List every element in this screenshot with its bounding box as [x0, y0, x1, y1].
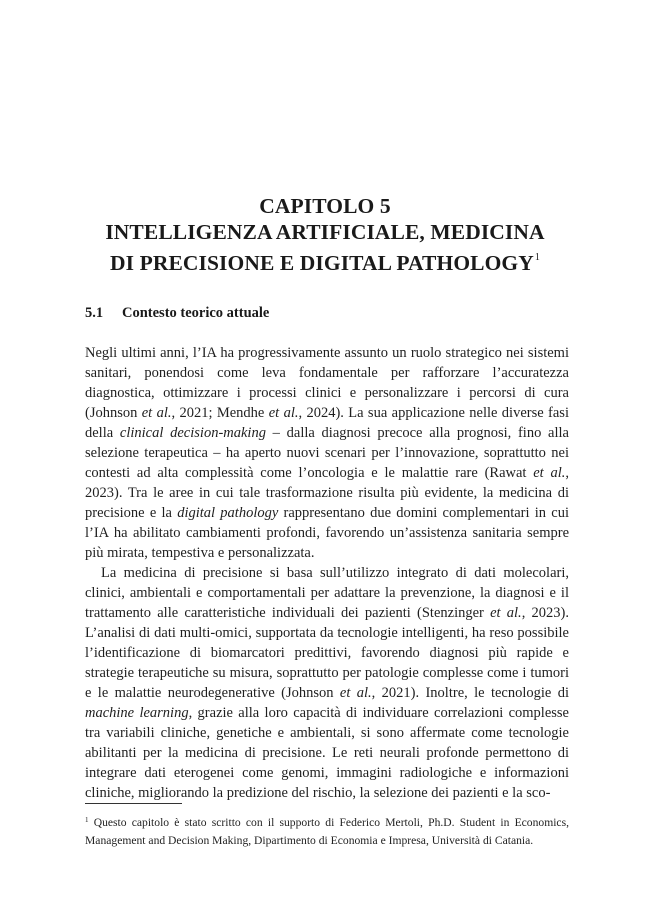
text-run: La medicina di precisione si basa sull’utilizzo integrato di dati molecolari, clinici, ambientali e comportamentali per adattare la prevenzione, la diagnosi e il trattamento alle caratteristiche individuali dei pazienti (Stenzinger	[85, 565, 569, 621]
text-run: , 2021; Mendhe	[171, 405, 269, 421]
italic-run: digital pathology	[177, 505, 279, 521]
section-number: 5.1	[85, 305, 104, 321]
text-run: rappresentano due domini complementari in cui l’IA ha abilitato cambiamenti profondi, favorendo un’assistenza sanitaria sempre più mirata, tempestiva e personalizzata.	[85, 505, 569, 561]
italic-run: et al.	[490, 605, 522, 621]
italic-run: et al.	[268, 405, 299, 421]
footnote-marker: 1	[85, 816, 89, 824]
footnote	[85, 811, 569, 850]
text-run: – dalla diagnosi precoce alla prognosi, fino alla selezione terapeutica – ha aperto nuovi scenari per l’innovazione, soprattutto nei contesti ad alta complessità come l’oncologia e le malattie rare (Rawat	[85, 425, 569, 481]
text-run: , 2021). Inoltre, le tecnologie di	[371, 685, 569, 701]
text-run: , 2024). La sua applicazione nelle diverse fasi della	[85, 405, 569, 441]
chapter-footnote-marker[interactable]: 1	[534, 252, 540, 263]
text-run: Negli ultimi anni, l’IA ha progressivamente assunto un ruolo strategico nei sistemi sanitari, ponendosi come leva fondamentale per rafforzare l’accuratezza diagnostica, ottimizzare i processi clinici e personalizzare i percorsi di cura (Johnson	[85, 345, 569, 421]
paragraph-1	[85, 343, 569, 563]
footnote-text: Questo capitolo è stato scritto con il supporto di Federico Mertoli, Ph.D. Student in Economics, Management and Decision Making, Dipartimento di Economia e Impresa, Università di Catania.	[85, 816, 569, 847]
body-text	[85, 343, 569, 803]
chapter-heading	[0, 193, 650, 276]
chapter-number: CAPITOLO 5	[259, 194, 391, 218]
footnote-divider	[85, 803, 182, 804]
section-title: Contesto teorico attuale	[122, 305, 270, 321]
chapter-title-text: DI PRECISIONE E DIGITAL PATHOLOGY	[110, 251, 534, 275]
section-heading	[85, 305, 269, 322]
text-run: , 2023). L’analisi di dati multi-omici, supportata da tecnologie intelligenti, ha reso possibile l’identificazione di biomarcatori predittivi, favorendo diagnosi più rapide e strategie terapeutiche su misura, soprattutto per patologie complesse come i tumori e le malattie neurodegenerative (Johnson	[85, 605, 569, 701]
italic-run: machine learning	[85, 705, 189, 721]
italic-run: clinical decision-making	[119, 425, 266, 441]
italic-run: et al.	[339, 685, 372, 701]
paragraph-2	[85, 563, 569, 803]
text-run: , grazie alla loro capacità di individuare correlazioni complesse tra variabili cliniche, genetiche e ambientali, si sono affermate come tecnologie abilitanti per la medicina di precisione. Le reti neurali profonde permettono di integrare dati eterogenei come genomi, immagini radiologiche e informazioni cliniche, migliorando la predizione del rischio, la selezione dei pazienti e la sco-	[85, 705, 569, 801]
italic-run: et al.	[533, 465, 566, 481]
chapter-title-line-2	[0, 245, 650, 276]
text-run: , 2023). Tra le aree in cui tale trasformazione risulta più evidente, la medicina di precisione e la	[85, 465, 569, 521]
chapter-title-line-1: INTELLIGENZA ARTIFICIALE, MEDICINA	[105, 220, 545, 244]
italic-run: et al.	[141, 405, 172, 421]
